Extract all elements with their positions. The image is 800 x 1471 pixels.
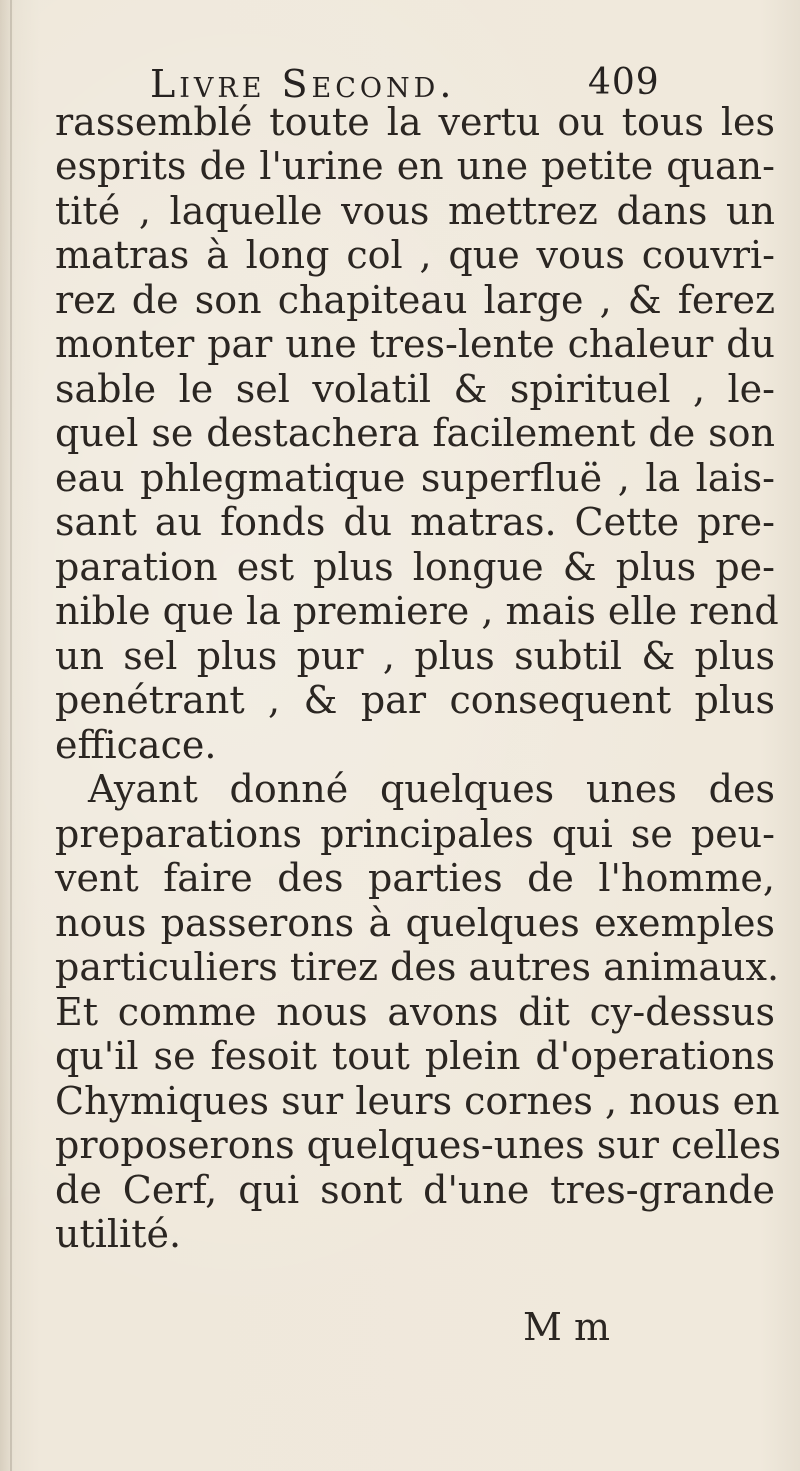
text-line: sant au fonds du matras. Cette pre-	[55, 500, 775, 544]
text-line: vent faire des parties de l'homme,	[55, 856, 775, 900]
text-line: rez de son chapiteau large , & ferez	[55, 278, 775, 322]
text-line: nous passerons à quelques exemples	[55, 901, 775, 945]
text-line: efficace.	[55, 723, 217, 767]
text-line: matras à long col , que vous couvri-	[55, 233, 775, 277]
text-line: tité , laquelle vous mettrez dans un	[55, 189, 775, 233]
catchword: M m	[523, 1305, 611, 1349]
text-line: Et comme nous avons dit cy-dessus	[55, 990, 775, 1034]
text-line: un sel plus pur , plus subtil & plus	[55, 634, 775, 678]
text-line: monter par une tres-lente chaleur du	[55, 322, 775, 366]
text-line: eau phlegmatique superfluë , la lais-	[55, 456, 775, 500]
page-number: 409	[588, 62, 660, 103]
text-line: Chymiques sur leurs cornes , nous en	[55, 1079, 780, 1123]
text-line: rassemblé toute la vertu ou tous les	[55, 100, 775, 144]
text-line: preparations principales qui se peu-	[55, 812, 775, 856]
text-line: sable le sel volatil & spirituel , le-	[55, 367, 775, 411]
text-line: penétrant , & par consequent plus	[55, 678, 775, 722]
text-line: quel se destachera facilement de son	[55, 411, 775, 455]
text-line: proposerons quelques-unes sur celles	[55, 1123, 782, 1167]
text-line: qu'il se fesoit tout plein d'operations	[55, 1034, 775, 1078]
text-line: nible que la premiere , mais elle rend	[55, 589, 779, 633]
text-line: de Cerf, qui sont d'une tres-grande	[55, 1168, 775, 1212]
text-line: paration est plus longue & plus pe-	[55, 545, 775, 589]
paragraph-first-line: Ayant donné quelques unes des	[88, 767, 775, 811]
text-line: esprits de l'urine en une petite quan-	[55, 144, 775, 188]
text-line: particuliers tirez des autres animaux.	[55, 945, 780, 989]
text-line: utilité.	[55, 1212, 182, 1256]
running-title: Livre Second.	[150, 62, 456, 106]
